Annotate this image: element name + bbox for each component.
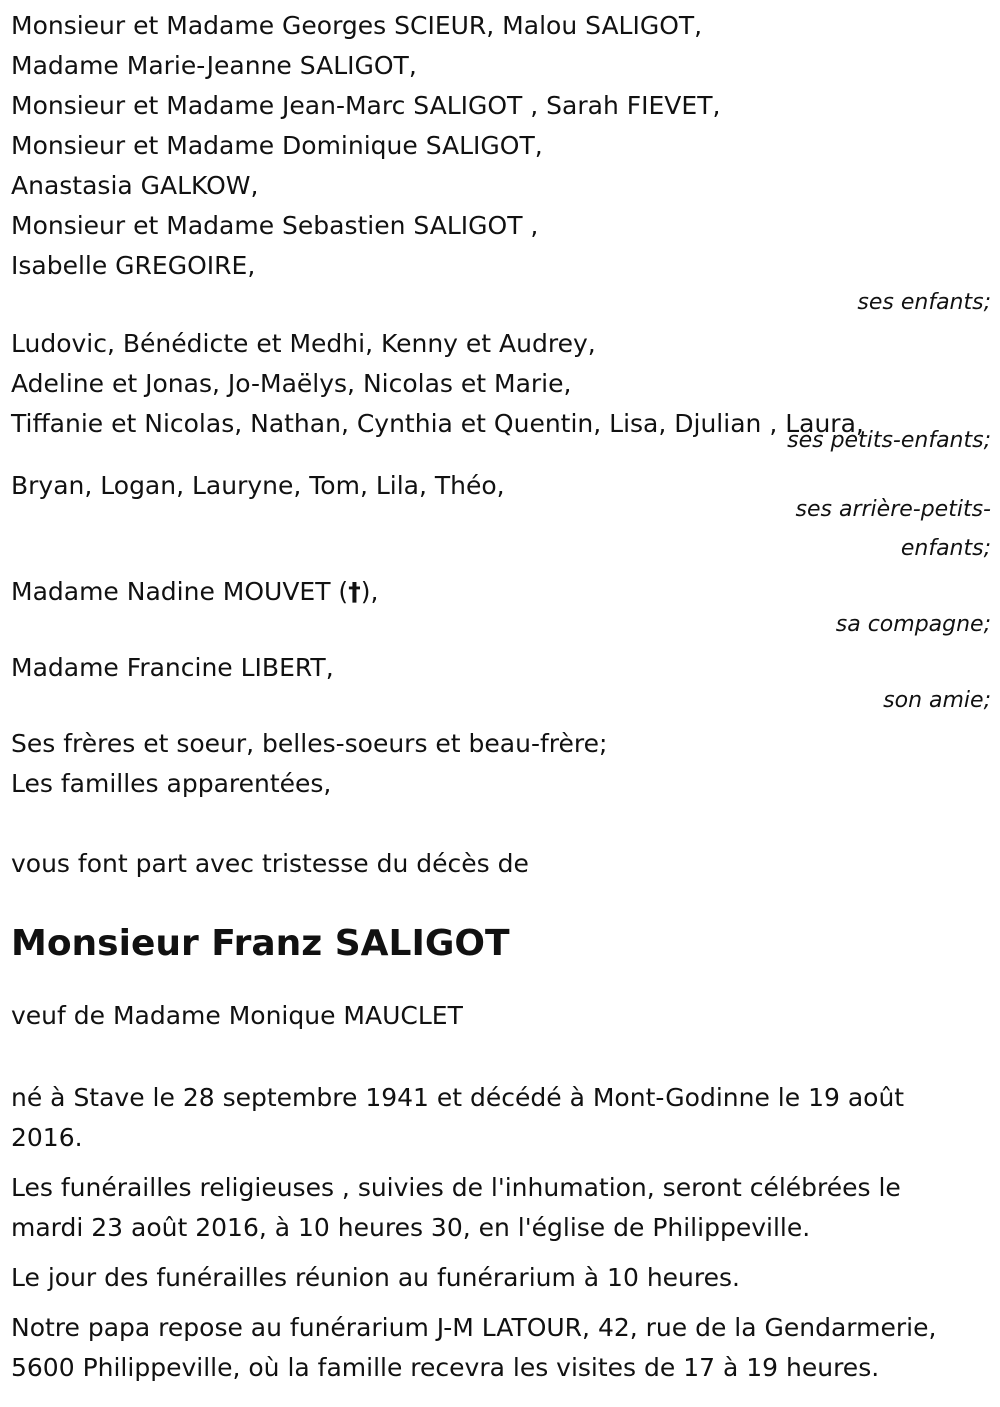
children-line: Madame Marie-Jeanne SALIGOT, [11, 51, 417, 80]
grandchildren-list [11, 324, 991, 454]
great-grandchildren-role-cont: enfants; [900, 536, 991, 561]
cross-icon: † [348, 577, 361, 606]
obituary-notice [11, 0, 991, 1398]
widower-text: veuf de Madame Monique MAUCLET [11, 1001, 463, 1030]
children-line: Monsieur et Madame Sebastien SALIGOT , [11, 211, 539, 240]
friend-entry [11, 648, 991, 714]
grandchildren-line: Adeline et Jonas, Jo-Maëlys, Nicolas et Marie, [11, 369, 572, 398]
great-grandchildren-list [11, 466, 991, 568]
companion-prefix: Madame Nadine MOUVET ( [11, 577, 349, 606]
children-line: Isabelle GREGOIRE, [11, 251, 256, 280]
companion-role: sa compagne; [835, 612, 991, 637]
gathering-paragraph: Le jour des funérailles réunion au funérarium à 10 heures. [11, 1263, 740, 1292]
birth-death-paragraph: né à Stave le 28 septembre 1941 et décédé à Mont-Godinne le 19 août 2016. [11, 1083, 905, 1152]
children-role: ses enfants; [857, 290, 991, 315]
great-grandchildren-line: Bryan, Logan, Lauryne, Tom, Lila, Théo, [11, 471, 505, 500]
grandchildren-role: ses petits-enfants; [787, 428, 991, 453]
family-line: Les familles apparentées, [11, 769, 332, 798]
companion-suffix: ), [360, 577, 379, 606]
family-line: Ses frères et soeur, belles-soeurs et beau-frère; [11, 729, 608, 758]
funeral-home-paragraph: Notre papa repose au funérarium J-M LATOUR, 42, rue de la Gendarmerie, 5600 Philippeville, où la famille recevra les visites de 17 à 19 heures. [11, 1313, 937, 1382]
announcement-text: vous font part avec tristesse du décès de [11, 849, 529, 878]
children-line: Monsieur et Madame Jean-Marc SALIGOT , Sarah FIEVET, [11, 91, 721, 120]
children-list [11, 6, 991, 316]
friend-role: son amie; [883, 688, 991, 713]
children-line: Monsieur et Madame Georges SCIEUR, Malou SALIGOT, [11, 11, 703, 40]
companion-entry [11, 572, 991, 638]
family-entry [11, 724, 991, 804]
friend-name: Madame Francine LIBERT, [11, 653, 334, 682]
deceased-name: Monsieur Franz SALIGOT [11, 923, 510, 964]
grandchildren-line: Ludovic, Bénédicte et Medhi, Kenny et Audrey, [11, 329, 596, 358]
funeral-paragraph: Les funérailles religieuses , suivies de l'inhumation, seront célébrées le mardi 23 août 2016, à 10 heures 30, en l'église de Philippeville. [11, 1173, 901, 1242]
great-grandchildren-role: ses arrière-petits- [795, 497, 991, 522]
companion-name [11, 572, 991, 612]
children-line: Anastasia GALKOW, [11, 171, 259, 200]
grandchildren-line: Tiffanie et Nicolas, Nathan, Cynthia et Quentin, Lisa, Djulian , Laura, [11, 409, 864, 438]
children-line: Monsieur et Madame Dominique SALIGOT, [11, 131, 543, 160]
